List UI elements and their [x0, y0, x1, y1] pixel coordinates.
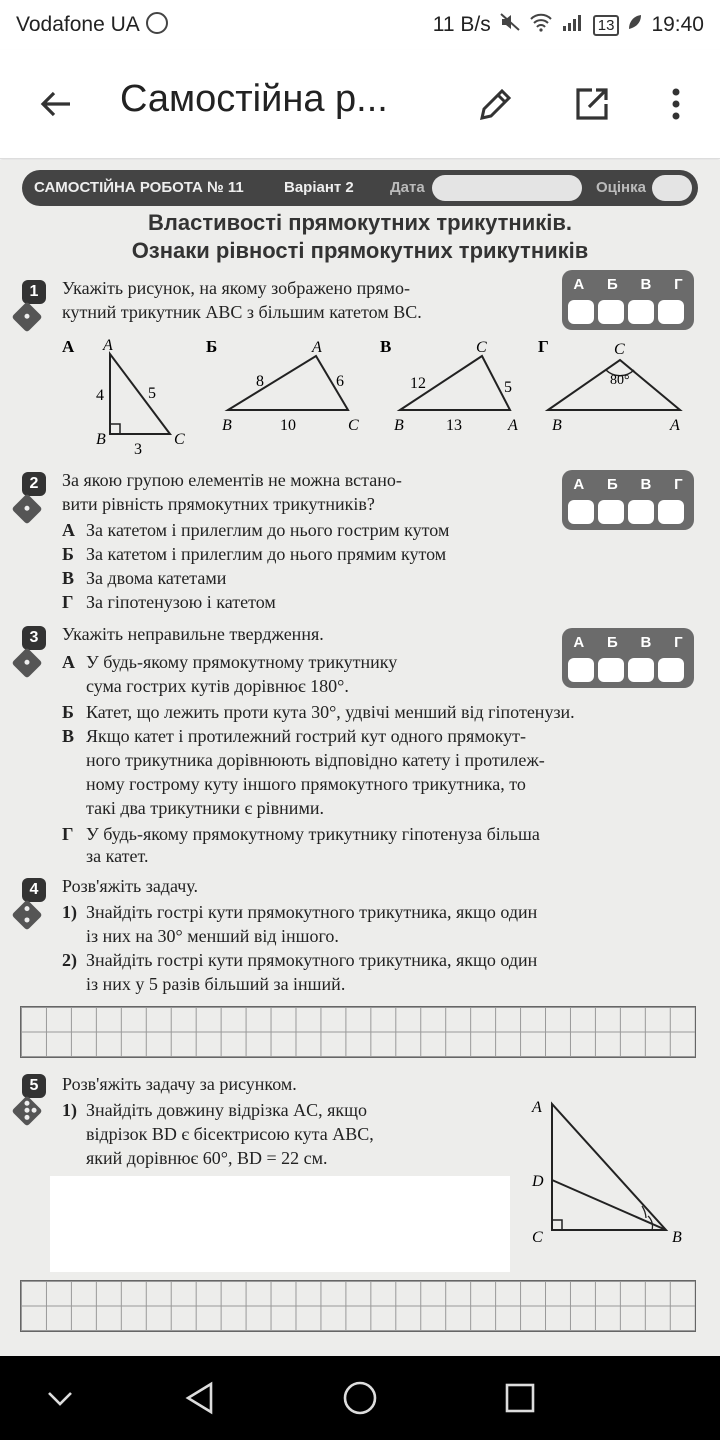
option-text: У будь-якому прямокутному трикутнику гіпотенуза більша: [86, 824, 540, 844]
worksheet-header-bar: [22, 170, 698, 206]
svg-text:8: 8: [256, 373, 264, 390]
svg-text:B: B: [672, 1229, 682, 1246]
answer-grid[interactable]: [20, 1006, 696, 1058]
figure-a: [62, 337, 185, 456]
back-nav-button[interactable]: [178, 1376, 222, 1420]
svg-text:C: C: [174, 431, 185, 448]
question-number: 3: [22, 626, 46, 650]
item-text: відрізок BD є бісектрисою кута ABC,: [86, 1124, 374, 1144]
hide-keyboard-button[interactable]: [38, 1376, 82, 1420]
svg-text:5: 5: [504, 379, 512, 396]
leaf-icon: [627, 13, 643, 37]
option-text: сума гострих кутів дорівнює 180°.: [86, 676, 349, 696]
svg-text:A: A: [103, 337, 113, 354]
document-page[interactable]: [0, 160, 720, 1356]
carrier-label: Vodafone UA: [16, 12, 168, 37]
variant-label: Варіант 2: [284, 179, 354, 196]
option-letter: Б: [62, 544, 74, 564]
svg-text:C: C: [348, 417, 359, 434]
item-text: Знайдіть гострі кути прямокутного трикутника, якщо один: [86, 902, 538, 922]
svg-text:6: 6: [336, 373, 344, 390]
question-text: Розв'яжіть задачу.: [62, 876, 198, 896]
difficulty-icon: [11, 301, 42, 332]
back-arrow-icon: [38, 86, 74, 122]
option-text: За катетом і прилеглим до нього гострим кутом: [86, 520, 450, 540]
svg-text:A: A: [312, 339, 322, 356]
question-text: вити рівність прямокутних трикутників?: [62, 494, 375, 514]
answer-box[interactable]: А Б В Г: [562, 470, 694, 530]
recents-square-icon: [504, 1382, 536, 1414]
home-circle-icon: [342, 1380, 378, 1416]
blank-overlay: [50, 1176, 510, 1272]
page-title: Самостійна р...: [120, 78, 388, 120]
svg-text:C: C: [476, 339, 487, 356]
difficulty-icon: [11, 899, 42, 930]
svg-text:Г: Г: [538, 337, 549, 356]
wifi-icon: [529, 12, 553, 38]
svg-text:80°: 80°: [610, 373, 630, 388]
figure-v: [380, 337, 518, 434]
svg-text:B: B: [222, 417, 232, 434]
question-text: кутний трикутник ABC з більшим катетом BC.: [62, 302, 422, 322]
svg-text:3: 3: [134, 441, 142, 456]
question-text: Розв'яжіть задачу за рисунком.: [62, 1074, 297, 1094]
figure-b: [206, 337, 359, 434]
question-number: 1: [22, 280, 46, 304]
svg-text:D: D: [532, 1173, 544, 1190]
item-text: із них на 30° менший від іншого.: [86, 926, 339, 946]
back-button[interactable]: [32, 80, 80, 128]
option-letter: А: [62, 520, 75, 540]
navigation-bar: [0, 1356, 720, 1440]
back-triangle-icon: [184, 1381, 216, 1415]
svg-text:B: B: [394, 417, 404, 434]
viber-icon: [146, 12, 168, 34]
svg-text:C: C: [614, 341, 625, 358]
difficulty-icon: [11, 493, 42, 524]
clock: 19:40: [651, 13, 704, 36]
option-letter: Г: [62, 592, 74, 612]
open-in-new-icon: [572, 84, 612, 124]
option-text: За катетом і прилеглим до нього прямим кутом: [86, 544, 447, 564]
q1-figures: [0, 332, 720, 456]
item-number: 2): [62, 950, 77, 970]
item-number: 1): [62, 902, 77, 922]
recents-button[interactable]: [498, 1376, 542, 1420]
network-speed: 11 B/s: [432, 13, 491, 36]
svg-text:13: 13: [446, 417, 462, 434]
edit-button[interactable]: [472, 80, 520, 128]
date-label: Дата: [390, 179, 425, 196]
item-number: 1): [62, 1100, 77, 1120]
q5-figure: [520, 1090, 700, 1246]
more-vert-icon: [670, 84, 682, 124]
sheet-title-line2: Ознаки рівності прямокутних трикутників: [131, 238, 589, 263]
svg-text:C: C: [532, 1229, 543, 1246]
pencil-icon: [476, 84, 516, 124]
mute-icon: [499, 12, 521, 38]
option-text: Катет, що лежить проти кута 30°, удвічі менший від гіпотенузи.: [86, 702, 575, 722]
question-text: За якою групою елементів не можна встано-: [62, 470, 402, 490]
question-number: 2: [22, 472, 46, 496]
option-text: за катет.: [86, 846, 149, 866]
option-text: За гіпотенузою і катетом: [86, 592, 276, 612]
sheet-title-line1: Властивості прямокутних трикутників.: [148, 210, 572, 235]
signal-icon: [561, 12, 585, 38]
option-letter: В: [62, 568, 75, 588]
answer-grid[interactable]: [20, 1280, 696, 1332]
battery-icon: 13: [593, 15, 620, 36]
svg-text:A: A: [508, 417, 518, 434]
question-number: 5: [22, 1074, 46, 1098]
svg-text:A: A: [532, 1099, 542, 1116]
grade-field: [652, 175, 692, 201]
home-button[interactable]: [338, 1376, 382, 1420]
question-text: Укажіть рисунок, на якому зображено прямо-: [62, 278, 410, 298]
item-text: Знайдіть гострі кути прямокутного трикутника, якщо один: [86, 950, 538, 970]
svg-text:10: 10: [280, 417, 296, 434]
svg-text:4: 4: [96, 387, 104, 404]
svg-text:B: B: [552, 417, 562, 434]
item-text: Знайдіть довжину відрізка AC, якщо: [86, 1100, 367, 1120]
option-text: У будь-якому прямокутному трикутнику: [86, 652, 398, 672]
svg-text:5: 5: [148, 385, 156, 402]
option-text: Якщо катет і протилежний гострий кут одного прямокут-: [86, 726, 526, 746]
open-external-button[interactable]: [568, 80, 616, 128]
svg-text:A: A: [670, 417, 680, 434]
svg-text:B: B: [96, 431, 106, 448]
option-text: За двома катетами: [86, 568, 227, 588]
option-text: такі два трикутники є рівними.: [86, 798, 324, 818]
item-text: із них у 5 разів більший за інший.: [86, 974, 346, 994]
answer-box[interactable]: А Б В Г: [562, 270, 694, 330]
option-text: ного трикутника дорівнюють відповідно катету і протилеж-: [86, 750, 545, 770]
status-bar: [0, 0, 720, 50]
difficulty-icon: [11, 647, 42, 678]
figure-g: [538, 337, 680, 434]
option-letter: А: [62, 652, 75, 672]
svg-text:А: А: [62, 337, 75, 356]
svg-text:12: 12: [410, 375, 426, 392]
item-text: який дорівнює 60°, BD = 22 см.: [86, 1148, 328, 1168]
option-letter: Г: [62, 824, 74, 844]
svg-text:Б: Б: [206, 337, 218, 356]
date-field: [432, 175, 582, 201]
chevron-down-icon: [46, 1388, 74, 1408]
option-text: ному гострому куту іншого прямокутного трикутника, то: [86, 774, 526, 794]
option-letter: Б: [62, 702, 74, 722]
work-number: САМОСТІЙНА РОБОТА № 11: [34, 179, 244, 196]
svg-text:В: В: [380, 337, 392, 356]
question-number: 4: [22, 878, 46, 902]
app-bar: [0, 50, 720, 159]
grade-label: Оцінка: [596, 179, 646, 196]
question-text: Укажіть неправильне твердження.: [62, 624, 324, 644]
option-letter: В: [62, 726, 75, 746]
more-options-button[interactable]: [652, 80, 700, 128]
difficulty-icon: [11, 1095, 42, 1126]
answer-box[interactable]: А Б В Г: [562, 628, 694, 688]
